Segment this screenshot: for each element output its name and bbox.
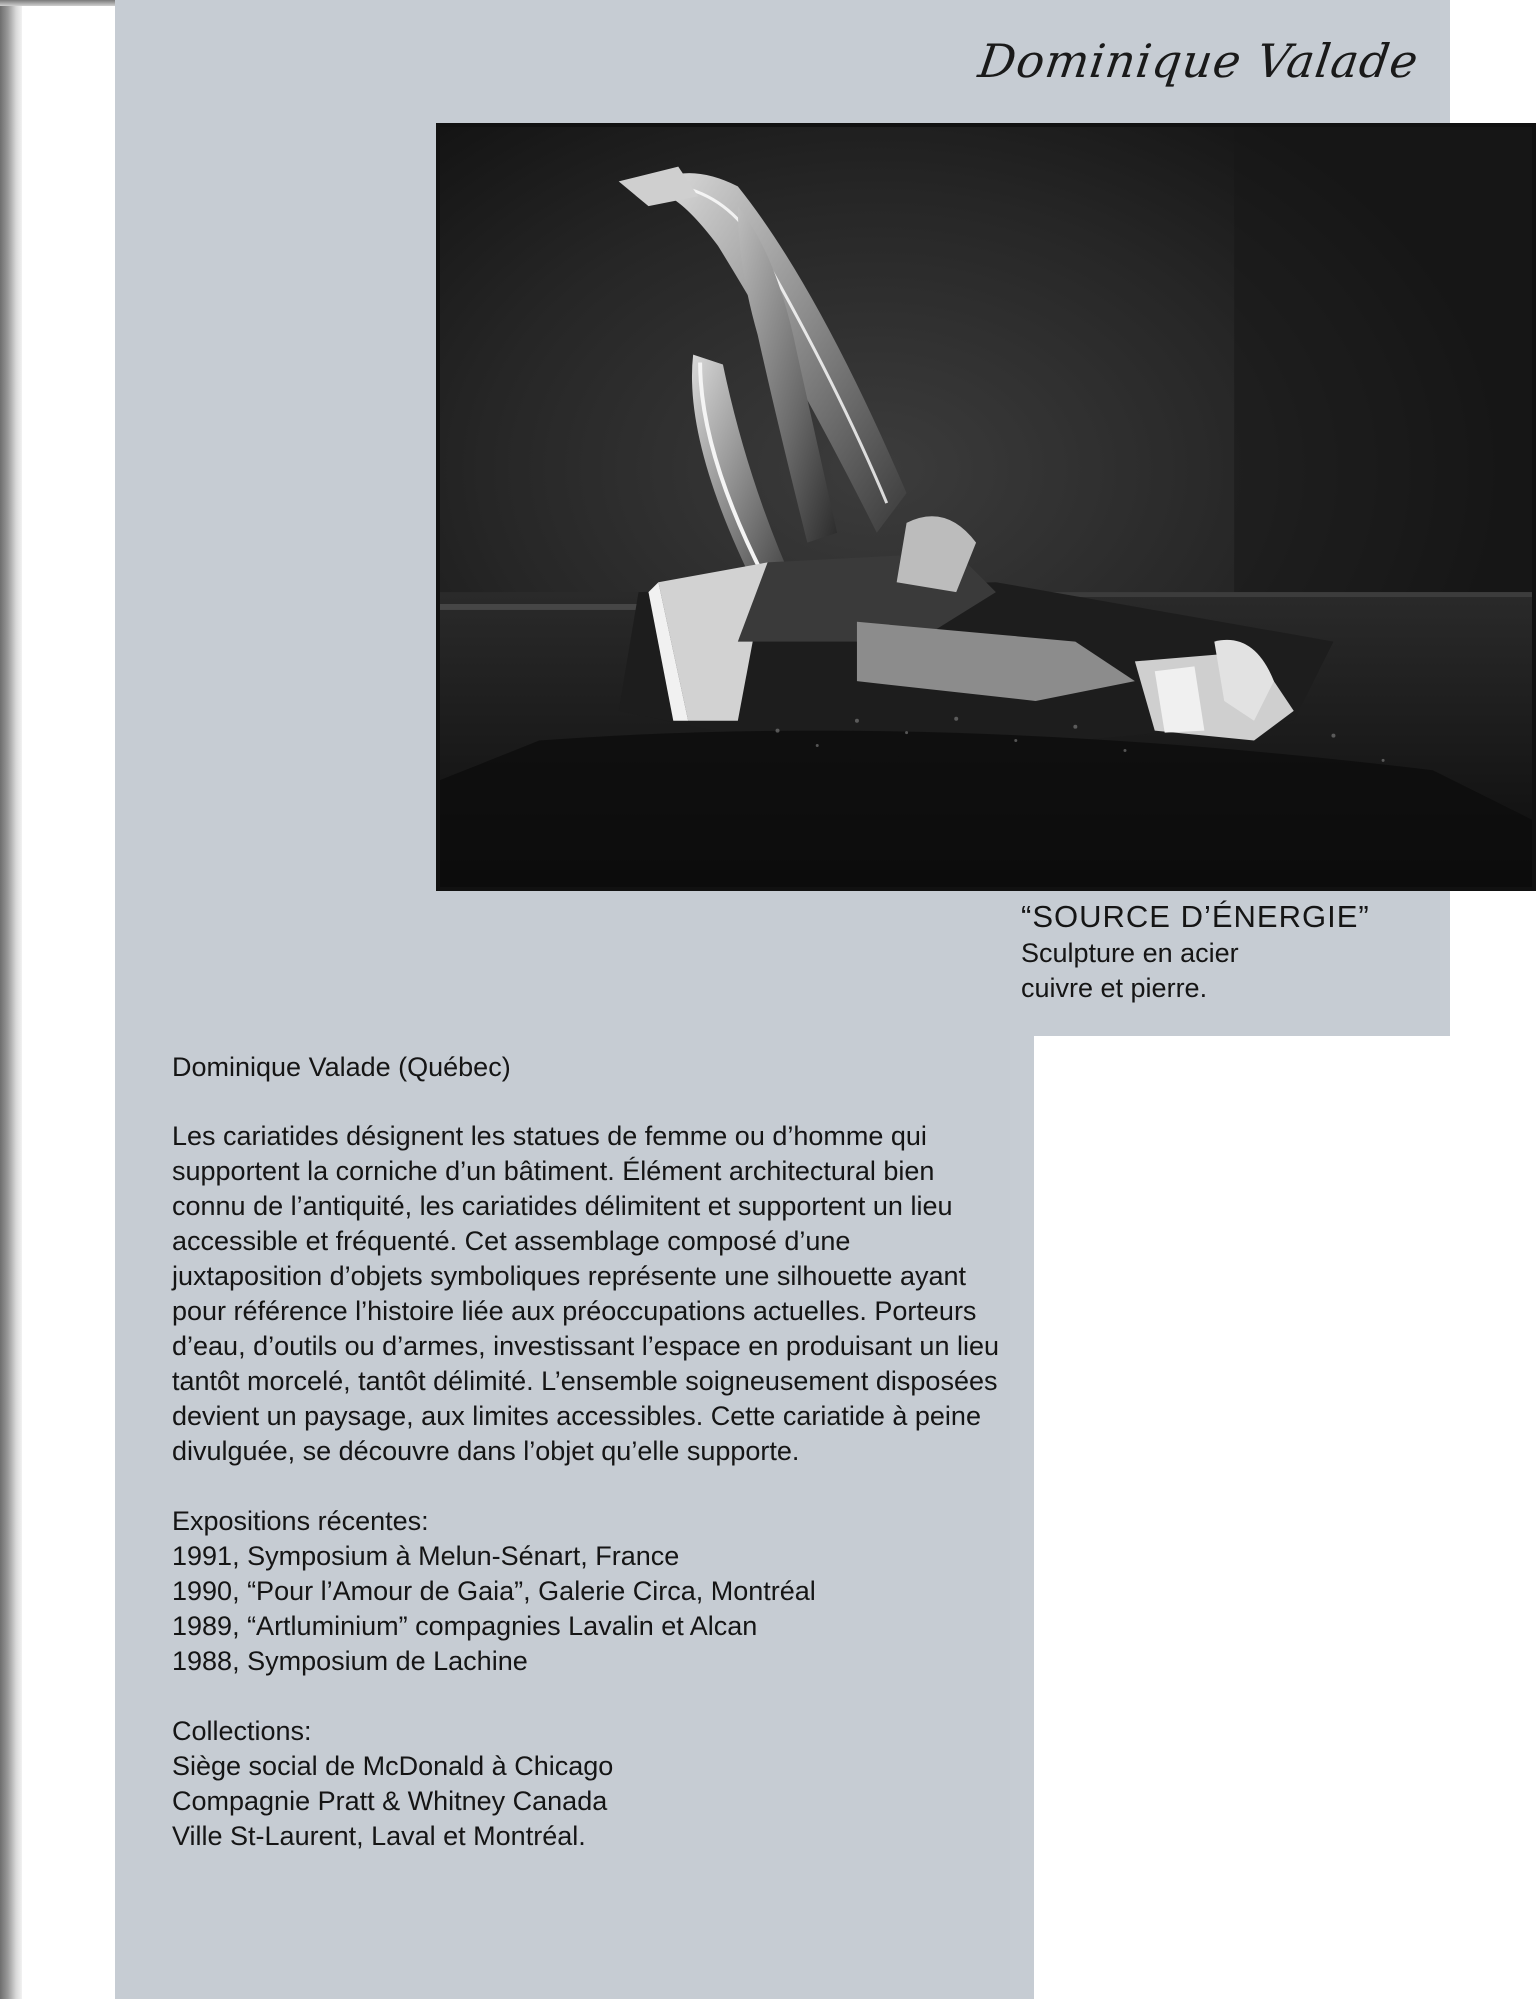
artwork-caption <box>1021 898 1370 1006</box>
collection-item: Ville St-Laurent, Laval et Montréal. <box>172 1821 586 1851</box>
artwork-materials-line-1: Sculpture en acier <box>1021 938 1239 968</box>
artist-description: Les cariatides désignent les statues de femme ou d’homme qui supportent la corniche d’un bâtiment. Élément architectural bien connu de l’antiquité, les cariatides délimitent et supportent un lieu accessible et fréquenté. Cet assemblage composé d’une juxtaposition d’objets symboliques représente une silhouette ayant pour référence l’histoire liée aux préoccupations actuelles. Porteurs d’eau, d’outils ou d’armes, investissant l’espace en produisant un lieu tantôt morcelé, tantôt délimité. L’ensemble soigneusement disposées devient un paysage, aux limites accessibles. Cette cariatide à peine divulguée, se découvre dans l’objet qu’elle supporte. <box>172 1121 999 1466</box>
exhibitions-section <box>172 1504 1002 1679</box>
exhibition-item: 1990, “Pour l’Amour de Gaia”, Galerie Circa, Montréal <box>172 1576 816 1606</box>
exhibition-item: 1991, Symposium à Melun-Sénart, France <box>172 1541 680 1571</box>
collections-section <box>172 1714 1002 1854</box>
exhibition-item: 1989, “Artluminium” compagnies Lavalin et Alcan <box>172 1611 758 1641</box>
sculpture-image <box>440 127 1532 887</box>
exhibition-item: 1988, Symposium de Lachine <box>172 1646 528 1676</box>
page-binding-edge <box>0 0 22 1999</box>
artist-text-block <box>172 1050 1002 1889</box>
artwork-title: “SOURCE D’ÉNERGIE” <box>1021 899 1370 934</box>
artist-signature: Dominique Valade <box>974 34 1422 88</box>
collection-item: Compagnie Pratt & Whitney Canada <box>172 1786 608 1816</box>
collection-item: Siège social de McDonald à Chicago <box>172 1751 614 1781</box>
exhibitions-title: Expositions récentes: <box>172 1506 429 1536</box>
sculpture-photograph <box>436 123 1536 891</box>
collections-title: Collections: <box>172 1716 312 1746</box>
artist-heading: Dominique Valade (Québec) <box>172 1052 511 1082</box>
artwork-materials-line-2: cuivre et pierre. <box>1021 973 1208 1003</box>
